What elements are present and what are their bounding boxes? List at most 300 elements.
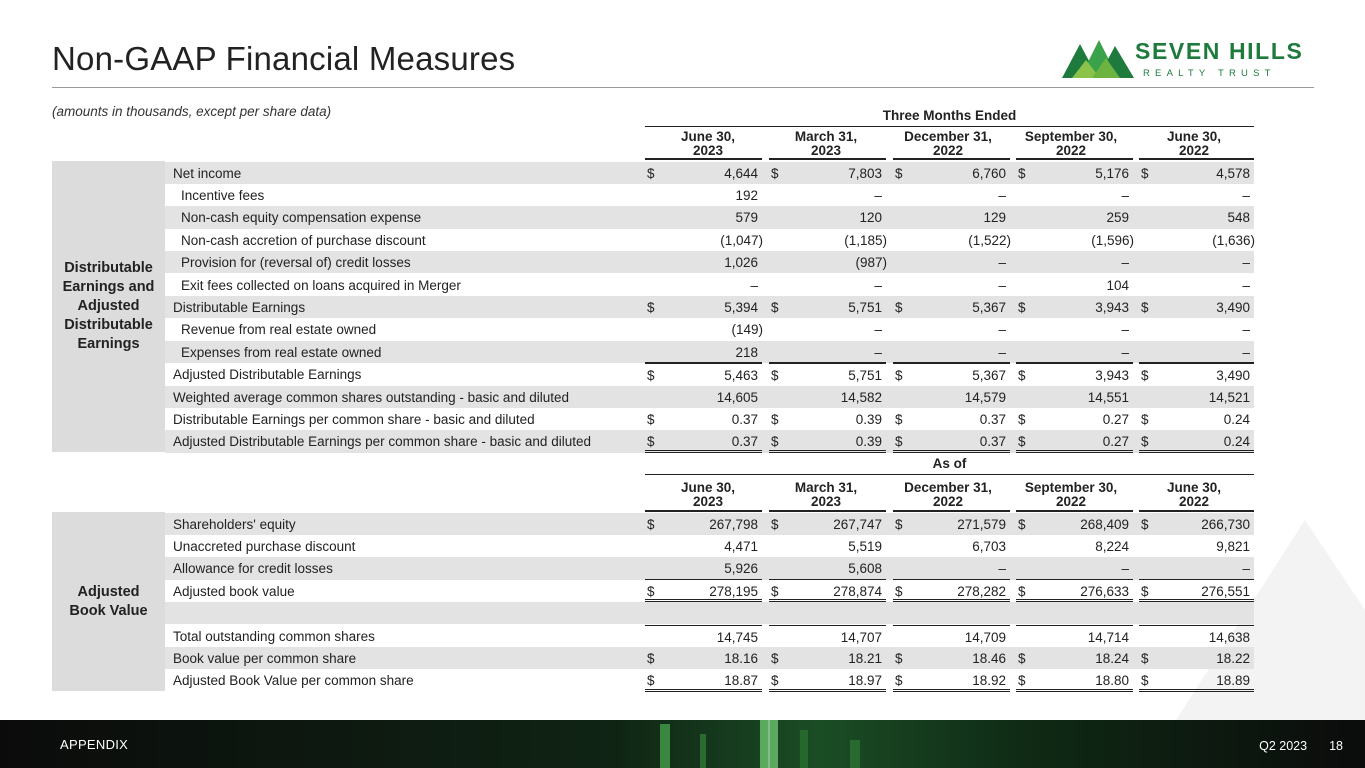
cell-value: 3,943 bbox=[1095, 299, 1129, 315]
table-row bbox=[165, 162, 1254, 184]
value-cell bbox=[1139, 430, 1254, 452]
table-row bbox=[165, 557, 1254, 579]
value-cell bbox=[769, 296, 886, 318]
cell-value: – bbox=[998, 322, 1006, 338]
cell-value: 267,747 bbox=[833, 516, 882, 532]
group-header-rule bbox=[645, 474, 1254, 475]
cell-value: – bbox=[1121, 322, 1129, 338]
dollar-sign: $ bbox=[895, 650, 903, 666]
cell-value: 18.21 bbox=[848, 650, 882, 666]
column-header-line2: 2022 bbox=[1055, 494, 1087, 509]
dollar-sign: $ bbox=[895, 368, 903, 384]
cell-value: – bbox=[998, 277, 1006, 293]
column-header-line2: 2022 bbox=[932, 143, 964, 158]
cell-value: 278,282 bbox=[957, 583, 1006, 599]
cell-value: 271,579 bbox=[957, 516, 1006, 532]
dollar-sign: $ bbox=[1141, 583, 1149, 599]
dollar-sign: $ bbox=[1018, 516, 1026, 532]
row-label: Shareholders' equity bbox=[173, 516, 296, 532]
value-cell bbox=[893, 274, 1010, 296]
dollar-sign: $ bbox=[1141, 411, 1149, 427]
column-header-rule bbox=[1016, 158, 1133, 160]
value-cell bbox=[645, 341, 762, 363]
value-cell bbox=[1139, 647, 1254, 669]
cell-value: 0.37 bbox=[979, 411, 1006, 427]
cell-value: (1,596) bbox=[1091, 232, 1134, 248]
value-cell bbox=[769, 318, 886, 340]
cell-value: – bbox=[1121, 187, 1129, 203]
cell-value: 276,633 bbox=[1080, 583, 1129, 599]
value-cell bbox=[769, 557, 886, 579]
cell-value: – bbox=[874, 277, 882, 293]
column-header-rule bbox=[645, 510, 762, 512]
dollar-sign: $ bbox=[647, 368, 655, 384]
dollar-sign: $ bbox=[771, 516, 779, 532]
dollar-sign: $ bbox=[1141, 368, 1149, 384]
cell-value: 6,703 bbox=[972, 538, 1006, 554]
dollar-sign: $ bbox=[1018, 165, 1026, 181]
column-header bbox=[1139, 130, 1249, 158]
value-cell bbox=[893, 184, 1010, 206]
cell-value: 5,519 bbox=[848, 538, 882, 554]
cell-value: 0.39 bbox=[855, 411, 882, 427]
cell-value: – bbox=[874, 344, 882, 360]
row-label: Provision for (reversal of) credit losses bbox=[181, 255, 411, 271]
table-row bbox=[165, 274, 1254, 296]
cell-value: 18.80 bbox=[1095, 673, 1129, 689]
row-label: Book value per common share bbox=[173, 650, 357, 666]
cell-value: – bbox=[1242, 187, 1250, 203]
dollar-sign: $ bbox=[647, 673, 655, 689]
dollar-sign: $ bbox=[1141, 673, 1149, 689]
group-header: As of bbox=[932, 456, 967, 471]
table-row bbox=[165, 580, 1254, 602]
value-cell bbox=[1139, 162, 1254, 184]
cell-value: 18.97 bbox=[848, 673, 882, 689]
cell-value: 129 bbox=[983, 210, 1006, 226]
value-cell bbox=[893, 647, 1010, 669]
value-cell bbox=[769, 184, 886, 206]
dollar-sign: $ bbox=[647, 165, 655, 181]
value-cell bbox=[1139, 513, 1254, 535]
value-cell bbox=[769, 513, 886, 535]
value-cell bbox=[1016, 557, 1133, 579]
mountains-logo-icon bbox=[1062, 38, 1136, 82]
cell-value: (1,522) bbox=[968, 232, 1011, 248]
cell-value: 14,605 bbox=[716, 389, 758, 405]
dollar-sign: $ bbox=[771, 434, 779, 450]
value-cell bbox=[1016, 669, 1133, 691]
cell-value: 14,521 bbox=[1208, 389, 1250, 405]
column-header-line1: March 31, bbox=[794, 129, 858, 144]
column-header-line1: March 31, bbox=[794, 480, 858, 495]
cell-value: 5,367 bbox=[972, 299, 1006, 315]
cell-value: 4,471 bbox=[724, 538, 758, 554]
dollar-sign: $ bbox=[1018, 650, 1026, 666]
table-row bbox=[165, 625, 1254, 647]
table-row bbox=[165, 386, 1254, 408]
cell-value: 3,490 bbox=[1216, 368, 1250, 384]
cell-value: 579 bbox=[735, 210, 758, 226]
footer-quarter: Q2 2023 bbox=[1259, 739, 1308, 753]
value-cell bbox=[645, 162, 762, 184]
value-cell bbox=[769, 251, 886, 273]
value-cell bbox=[769, 229, 886, 251]
value-cell bbox=[893, 535, 1010, 557]
value-cell bbox=[1139, 341, 1254, 363]
group-header: Three Months Ended bbox=[882, 108, 1017, 123]
cell-value: 14,745 bbox=[716, 629, 758, 645]
column-header bbox=[893, 130, 1003, 158]
row-label: Expenses from real estate owned bbox=[181, 344, 382, 360]
value-cell bbox=[893, 602, 1010, 624]
value-cell bbox=[1139, 363, 1254, 385]
column-header-line1: September 30, bbox=[1024, 480, 1118, 495]
cell-value: 14,582 bbox=[840, 389, 882, 405]
cell-value: 0.39 bbox=[855, 434, 882, 450]
column-header-rule bbox=[1016, 510, 1133, 512]
value-cell bbox=[1139, 251, 1254, 273]
cell-value: 14,579 bbox=[964, 389, 1006, 405]
value-cell bbox=[1139, 580, 1254, 602]
value-cell bbox=[645, 513, 762, 535]
cell-value: 9,821 bbox=[1216, 538, 1250, 554]
value-cell bbox=[1016, 206, 1133, 228]
column-header-line1: December 31, bbox=[904, 480, 992, 495]
row-label: Adjusted Book Value per common share bbox=[173, 673, 414, 689]
cell-value: 0.37 bbox=[979, 434, 1006, 450]
value-cell bbox=[893, 557, 1010, 579]
cell-value: – bbox=[1242, 255, 1250, 271]
dollar-sign: $ bbox=[1141, 165, 1149, 181]
footer-chart-graphic bbox=[0, 720, 1365, 768]
dollar-sign: $ bbox=[647, 650, 655, 666]
cell-value: 18.46 bbox=[972, 650, 1006, 666]
value-cell bbox=[769, 162, 886, 184]
cell-value: 18.16 bbox=[724, 650, 758, 666]
value-cell bbox=[1139, 296, 1254, 318]
table-row bbox=[165, 363, 1254, 385]
cell-value: – bbox=[874, 322, 882, 338]
column-header-line2: 2023 bbox=[692, 143, 724, 158]
value-cell bbox=[769, 341, 886, 363]
cell-value: 267,798 bbox=[709, 516, 758, 532]
cell-value: 5,751 bbox=[848, 299, 882, 315]
value-cell bbox=[893, 341, 1010, 363]
dollar-sign: $ bbox=[1141, 434, 1149, 450]
row-label: Unaccreted purchase discount bbox=[173, 538, 356, 554]
cell-value: – bbox=[1242, 561, 1250, 577]
column-header-line1: September 30, bbox=[1024, 129, 1118, 144]
cell-value: 268,409 bbox=[1080, 516, 1129, 532]
cell-value: 276,551 bbox=[1201, 583, 1250, 599]
dollar-sign: $ bbox=[895, 299, 903, 315]
value-cell bbox=[893, 229, 1010, 251]
value-cell bbox=[645, 318, 762, 340]
value-cell bbox=[645, 625, 762, 647]
value-cell bbox=[645, 408, 762, 430]
footer-section-label: APPENDIX bbox=[60, 737, 129, 752]
column-header-rule bbox=[769, 510, 886, 512]
cell-value: 104 bbox=[1106, 277, 1129, 293]
value-cell bbox=[1016, 602, 1133, 624]
value-cell bbox=[1016, 408, 1133, 430]
dollar-sign: $ bbox=[1018, 434, 1026, 450]
value-cell bbox=[769, 625, 886, 647]
dollar-sign: $ bbox=[771, 411, 779, 427]
column-header-line1: June 30, bbox=[1166, 129, 1222, 144]
cell-value: 0.24 bbox=[1223, 434, 1250, 450]
title-divider bbox=[52, 87, 1314, 88]
column-header-line2: 2022 bbox=[932, 494, 964, 509]
value-cell bbox=[645, 296, 762, 318]
value-cell bbox=[1016, 274, 1133, 296]
cell-value: 14,709 bbox=[964, 629, 1006, 645]
value-cell bbox=[769, 274, 886, 296]
column-header-line2: 2023 bbox=[810, 494, 842, 509]
dollar-sign: $ bbox=[647, 516, 655, 532]
value-cell bbox=[645, 602, 762, 624]
cell-value: 5,751 bbox=[848, 368, 882, 384]
value-cell bbox=[1016, 580, 1133, 602]
cell-value: 5,367 bbox=[972, 368, 1006, 384]
cell-value: 14,638 bbox=[1208, 629, 1250, 645]
table-row bbox=[165, 669, 1254, 691]
cell-value: – bbox=[750, 277, 758, 293]
dollar-sign: $ bbox=[1018, 411, 1026, 427]
value-cell bbox=[1016, 229, 1133, 251]
side-label-distributable-earnings: Distributable Earnings and Adjusted Distributable Earnings bbox=[52, 161, 165, 452]
value-cell bbox=[769, 206, 886, 228]
cell-value: 4,644 bbox=[724, 165, 758, 181]
value-cell bbox=[1016, 513, 1133, 535]
column-header bbox=[771, 481, 881, 509]
value-cell bbox=[1139, 602, 1254, 624]
dollar-sign: $ bbox=[1018, 368, 1026, 384]
value-cell bbox=[1139, 386, 1254, 408]
dollar-sign: $ bbox=[771, 673, 779, 689]
value-cell bbox=[893, 408, 1010, 430]
value-cell bbox=[769, 408, 886, 430]
column-header-line2: 2023 bbox=[810, 143, 842, 158]
table-row bbox=[165, 341, 1254, 363]
cell-value: 1,026 bbox=[724, 255, 758, 271]
cell-value: 0.37 bbox=[731, 434, 758, 450]
value-cell bbox=[645, 580, 762, 602]
cell-value: 18.24 bbox=[1095, 650, 1129, 666]
dollar-sign: $ bbox=[771, 368, 779, 384]
page-title: Non-GAAP Financial Measures bbox=[52, 40, 516, 77]
cell-value: 14,707 bbox=[840, 629, 882, 645]
column-header-line2: 2023 bbox=[692, 494, 724, 509]
value-cell bbox=[769, 430, 886, 452]
row-label: Distributable Earnings bbox=[173, 299, 306, 315]
dollar-sign: $ bbox=[895, 583, 903, 599]
value-cell bbox=[769, 647, 886, 669]
value-cell bbox=[893, 318, 1010, 340]
value-cell bbox=[893, 513, 1010, 535]
table-row bbox=[165, 513, 1254, 535]
dollar-sign: $ bbox=[1141, 299, 1149, 315]
value-cell bbox=[893, 669, 1010, 691]
cell-value: – bbox=[1242, 322, 1250, 338]
cell-value: 5,926 bbox=[724, 561, 758, 577]
value-cell bbox=[769, 386, 886, 408]
column-header-rule bbox=[1139, 510, 1254, 512]
row-label: Allowance for credit losses bbox=[173, 561, 333, 577]
value-cell bbox=[1016, 430, 1133, 452]
table-row bbox=[165, 408, 1254, 430]
table-row bbox=[165, 206, 1254, 228]
cell-value: 6,760 bbox=[972, 165, 1006, 181]
cell-value: – bbox=[1121, 561, 1129, 577]
value-cell bbox=[893, 625, 1010, 647]
value-cell bbox=[645, 557, 762, 579]
cell-value: 0.37 bbox=[731, 411, 758, 427]
dollar-sign: $ bbox=[1141, 650, 1149, 666]
value-cell bbox=[645, 274, 762, 296]
table-row bbox=[165, 430, 1254, 452]
cell-value: 3,490 bbox=[1216, 299, 1250, 315]
column-header bbox=[1016, 130, 1126, 158]
cell-value: 7,803 bbox=[848, 165, 882, 181]
value-cell bbox=[893, 206, 1010, 228]
row-label: Exit fees collected on loans acquired in Merger bbox=[181, 277, 461, 293]
page-number: 18 bbox=[1329, 739, 1343, 753]
value-cell bbox=[1016, 251, 1133, 273]
value-cell bbox=[645, 647, 762, 669]
cell-value: 0.27 bbox=[1102, 411, 1129, 427]
dollar-sign: $ bbox=[771, 299, 779, 315]
value-cell bbox=[1016, 318, 1133, 340]
table-row bbox=[165, 229, 1254, 251]
cell-value: 278,874 bbox=[833, 583, 882, 599]
column-header-rule bbox=[893, 158, 1010, 160]
footer-bar bbox=[0, 720, 1365, 768]
company-logo bbox=[1062, 38, 1322, 82]
row-label: Non-cash equity compensation expense bbox=[181, 210, 422, 226]
value-cell bbox=[1016, 341, 1133, 363]
cell-value: – bbox=[998, 187, 1006, 203]
value-cell bbox=[645, 184, 762, 206]
value-cell bbox=[1139, 229, 1254, 251]
column-header-line1: June 30, bbox=[680, 480, 736, 495]
row-label: Incentive fees bbox=[181, 187, 265, 203]
table-row bbox=[165, 251, 1254, 273]
value-cell bbox=[645, 430, 762, 452]
cell-value: 14,551 bbox=[1087, 389, 1129, 405]
cell-value: 0.24 bbox=[1223, 411, 1250, 427]
value-cell bbox=[1139, 557, 1254, 579]
row-label: Adjusted Distributable Earnings bbox=[173, 367, 362, 383]
cell-value: – bbox=[998, 561, 1006, 577]
cell-value: 5,463 bbox=[724, 368, 758, 384]
dollar-sign: $ bbox=[895, 165, 903, 181]
cell-value: (149) bbox=[731, 322, 763, 338]
value-cell bbox=[1016, 296, 1133, 318]
column-header bbox=[1016, 481, 1126, 509]
row-label: Adjusted Distributable Earnings per common share - basic and diluted bbox=[173, 434, 591, 450]
table-row bbox=[165, 535, 1254, 557]
dollar-sign: $ bbox=[647, 411, 655, 427]
value-cell bbox=[769, 580, 886, 602]
dollar-sign: $ bbox=[1018, 299, 1026, 315]
value-cell bbox=[1139, 535, 1254, 557]
table-row bbox=[165, 184, 1254, 206]
value-cell bbox=[893, 386, 1010, 408]
group-header-rule bbox=[645, 126, 1254, 127]
column-header bbox=[1139, 481, 1249, 509]
value-cell bbox=[1016, 184, 1133, 206]
cell-value: 18.89 bbox=[1216, 673, 1250, 689]
table-row bbox=[165, 602, 1254, 624]
amounts-note: (amounts in thousands, except per share data) bbox=[52, 104, 332, 119]
value-cell bbox=[645, 229, 762, 251]
dollar-sign: $ bbox=[647, 299, 655, 315]
column-header-rule bbox=[1139, 158, 1254, 160]
value-cell bbox=[1016, 386, 1133, 408]
column-header-line1: June 30, bbox=[1166, 480, 1222, 495]
column-header-line1: June 30, bbox=[680, 129, 736, 144]
value-cell bbox=[1139, 184, 1254, 206]
dollar-sign: $ bbox=[895, 673, 903, 689]
value-cell bbox=[1016, 162, 1133, 184]
cell-value: 278,195 bbox=[709, 583, 758, 599]
cell-value: 5,394 bbox=[724, 299, 758, 315]
cell-value: – bbox=[998, 344, 1006, 360]
table-row bbox=[165, 647, 1254, 669]
footer-page-info bbox=[1259, 739, 1343, 753]
dollar-sign: $ bbox=[771, 650, 779, 666]
cell-value: (1,047) bbox=[720, 232, 763, 248]
side-label-adjusted-book-value: Adjusted Book Value bbox=[52, 512, 165, 691]
value-cell bbox=[645, 386, 762, 408]
cell-value: 14,714 bbox=[1087, 629, 1129, 645]
row-label: Distributable Earnings per common share - basic and diluted bbox=[173, 411, 535, 427]
value-cell bbox=[645, 363, 762, 385]
cell-value: 120 bbox=[859, 210, 882, 226]
cell-value: 18.92 bbox=[972, 673, 1006, 689]
cell-value: – bbox=[1242, 277, 1250, 293]
dollar-sign: $ bbox=[1018, 583, 1026, 599]
logo-wordmark: SEVEN HILLS bbox=[1135, 38, 1304, 64]
cell-value: – bbox=[1121, 344, 1129, 360]
cell-value: 3,943 bbox=[1095, 368, 1129, 384]
dollar-sign: $ bbox=[895, 411, 903, 427]
column-header-line2: 2022 bbox=[1178, 494, 1210, 509]
cell-value: (1,185) bbox=[844, 232, 887, 248]
table-row bbox=[165, 296, 1254, 318]
cell-value: – bbox=[1242, 344, 1250, 360]
value-cell bbox=[645, 669, 762, 691]
value-cell bbox=[893, 162, 1010, 184]
value-cell bbox=[1016, 363, 1133, 385]
column-header-rule bbox=[893, 510, 1010, 512]
value-cell bbox=[1139, 669, 1254, 691]
cell-value: 8,224 bbox=[1095, 538, 1129, 554]
value-cell bbox=[1139, 318, 1254, 340]
column-header bbox=[653, 481, 763, 509]
value-cell bbox=[769, 602, 886, 624]
value-cell bbox=[1139, 274, 1254, 296]
value-cell bbox=[1016, 625, 1133, 647]
column-header-rule bbox=[769, 158, 886, 160]
dollar-sign: $ bbox=[771, 165, 779, 181]
cell-value: 548 bbox=[1227, 210, 1250, 226]
row-label: Net income bbox=[173, 165, 242, 181]
value-cell bbox=[893, 580, 1010, 602]
cell-value: 4,578 bbox=[1216, 165, 1250, 181]
